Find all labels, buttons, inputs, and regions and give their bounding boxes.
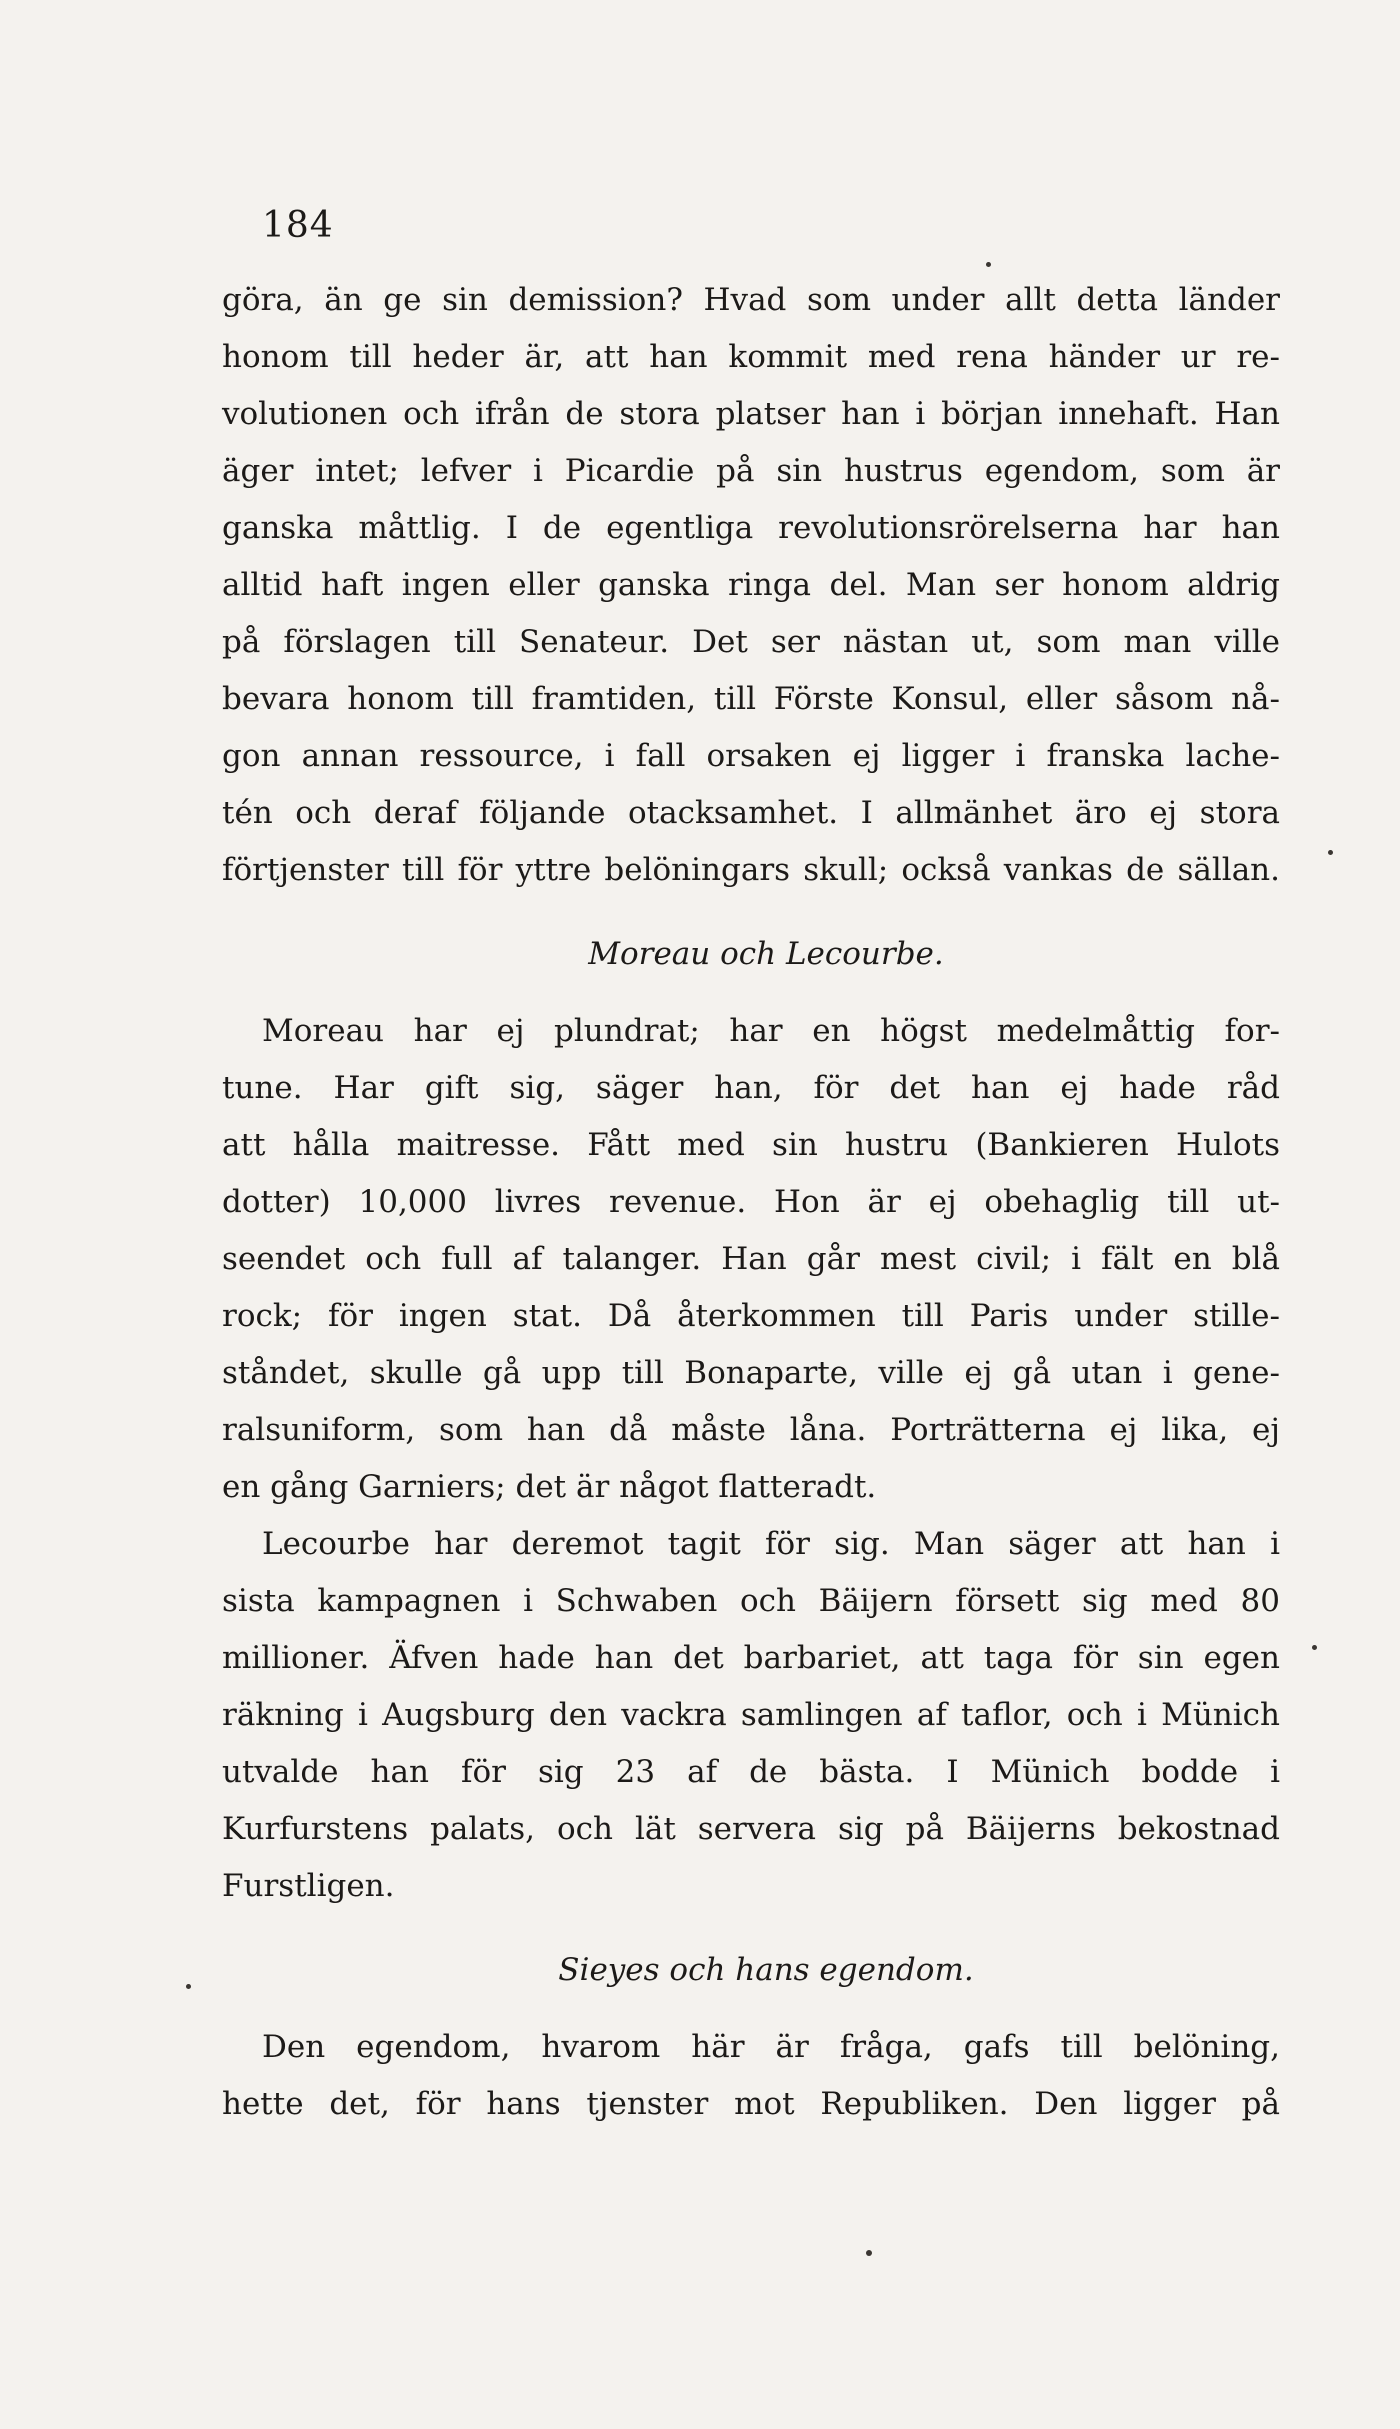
text-line: ralsuniform, som han då måste låna. Porträtterna ej lika, ej <box>222 1412 1280 1448</box>
text-line: Lecourbe har deremot tagit för sig. Man säger att han i <box>262 1526 1280 1562</box>
text-line: gon annan ressource, i fall orsaken ej ligger i franska lache- <box>222 738 1280 774</box>
text-line: göra, än ge sin demission? Hvad som under allt detta länder <box>222 282 1280 318</box>
ink-speck <box>1328 850 1333 855</box>
text-line: tén och deraf följande otacksamhet. I allmänhet äro ej stora <box>222 795 1280 831</box>
text-line: seendet och full af talanger. Han går mest civil; i fält en blå <box>222 1241 1280 1277</box>
page-number: 184 <box>262 205 334 246</box>
text-line: rock; för ingen stat. Då återkommen till Paris under stille- <box>222 1298 1280 1334</box>
paragraph-lecourbe <box>222 1516 1280 1915</box>
section-heading-sieyes: Sieyes och hans egendom. <box>558 1952 974 1988</box>
text-line: honom till heder är, att han kommit med rena händer ur re- <box>222 339 1280 375</box>
text-line: bevara honom till framtiden, till Förste Konsul, eller såsom nå- <box>222 681 1280 717</box>
text-line: att hålla maitresse. Fått med sin hustru (Bankieren Hulots <box>222 1127 1280 1163</box>
text-line: alltid haft ingen eller ganska ringa del. Man ser honom aldrig <box>222 567 1280 603</box>
text-line: förtjenster till för yttre belöningars skull; också vankas de sällan. <box>222 852 1280 888</box>
text-line: räkning i Augsburg den vackra samlingen af taflor, och i Münich <box>222 1697 1280 1733</box>
text-line: på förslagen till Senateur. Det ser nästan ut, som man ville <box>222 624 1280 660</box>
text-line: en gång Garniers; det är något flatteradt. <box>222 1469 877 1505</box>
paragraph-intro <box>222 272 1280 899</box>
text-line: Furstligen. <box>222 1868 395 1904</box>
paragraph-moreau <box>222 1003 1280 1516</box>
page-body <box>222 272 1280 2133</box>
ink-speck <box>866 2250 872 2256</box>
text-line: utvalde han för sig 23 af de bästa. I Münich bodde i <box>222 1754 1280 1790</box>
text-line: volutionen och ifrån de stora platser han i början innehaft. Han <box>222 396 1280 432</box>
text-line: sista kampagnen i Schwaben och Bäijern försett sig med 80 <box>222 1583 1280 1619</box>
text-line: hette det, för hans tjenster mot Republiken. Den ligger på <box>222 2086 1280 2122</box>
ink-speck <box>186 1984 191 1989</box>
text-line: dotter) 10,000 livres revenue. Hon är ej obehaglig till ut- <box>222 1184 1280 1220</box>
text-line: millioner. Äfven hade han det barbariet, att taga för sin egen <box>222 1640 1280 1676</box>
section-heading-moreau-lecourbe: Moreau och Lecourbe. <box>588 936 944 972</box>
text-line: ståndet, skulle gå upp till Bonaparte, ville ej gå utan i gene- <box>222 1355 1280 1391</box>
text-line: Moreau har ej plundrat; har en högst medelmåttig for- <box>262 1013 1280 1049</box>
ink-speck <box>986 262 991 267</box>
ink-speck <box>1312 1645 1317 1650</box>
text-line: äger intet; lefver i Picardie på sin hustrus egendom, som är <box>222 453 1280 489</box>
text-line: Den egendom, hvarom här är fråga, gafs till belöning, <box>262 2029 1280 2065</box>
text-line: Kurfurstens palats, och lät servera sig på Bäijerns bekostnad <box>222 1811 1280 1847</box>
text-line: tune. Har gift sig, säger han, för det han ej hade råd <box>222 1070 1280 1106</box>
text-line: ganska måttlig. I de egentliga revolutionsrörelserna har han <box>222 510 1280 546</box>
paragraph-sieyes <box>222 2019 1280 2133</box>
